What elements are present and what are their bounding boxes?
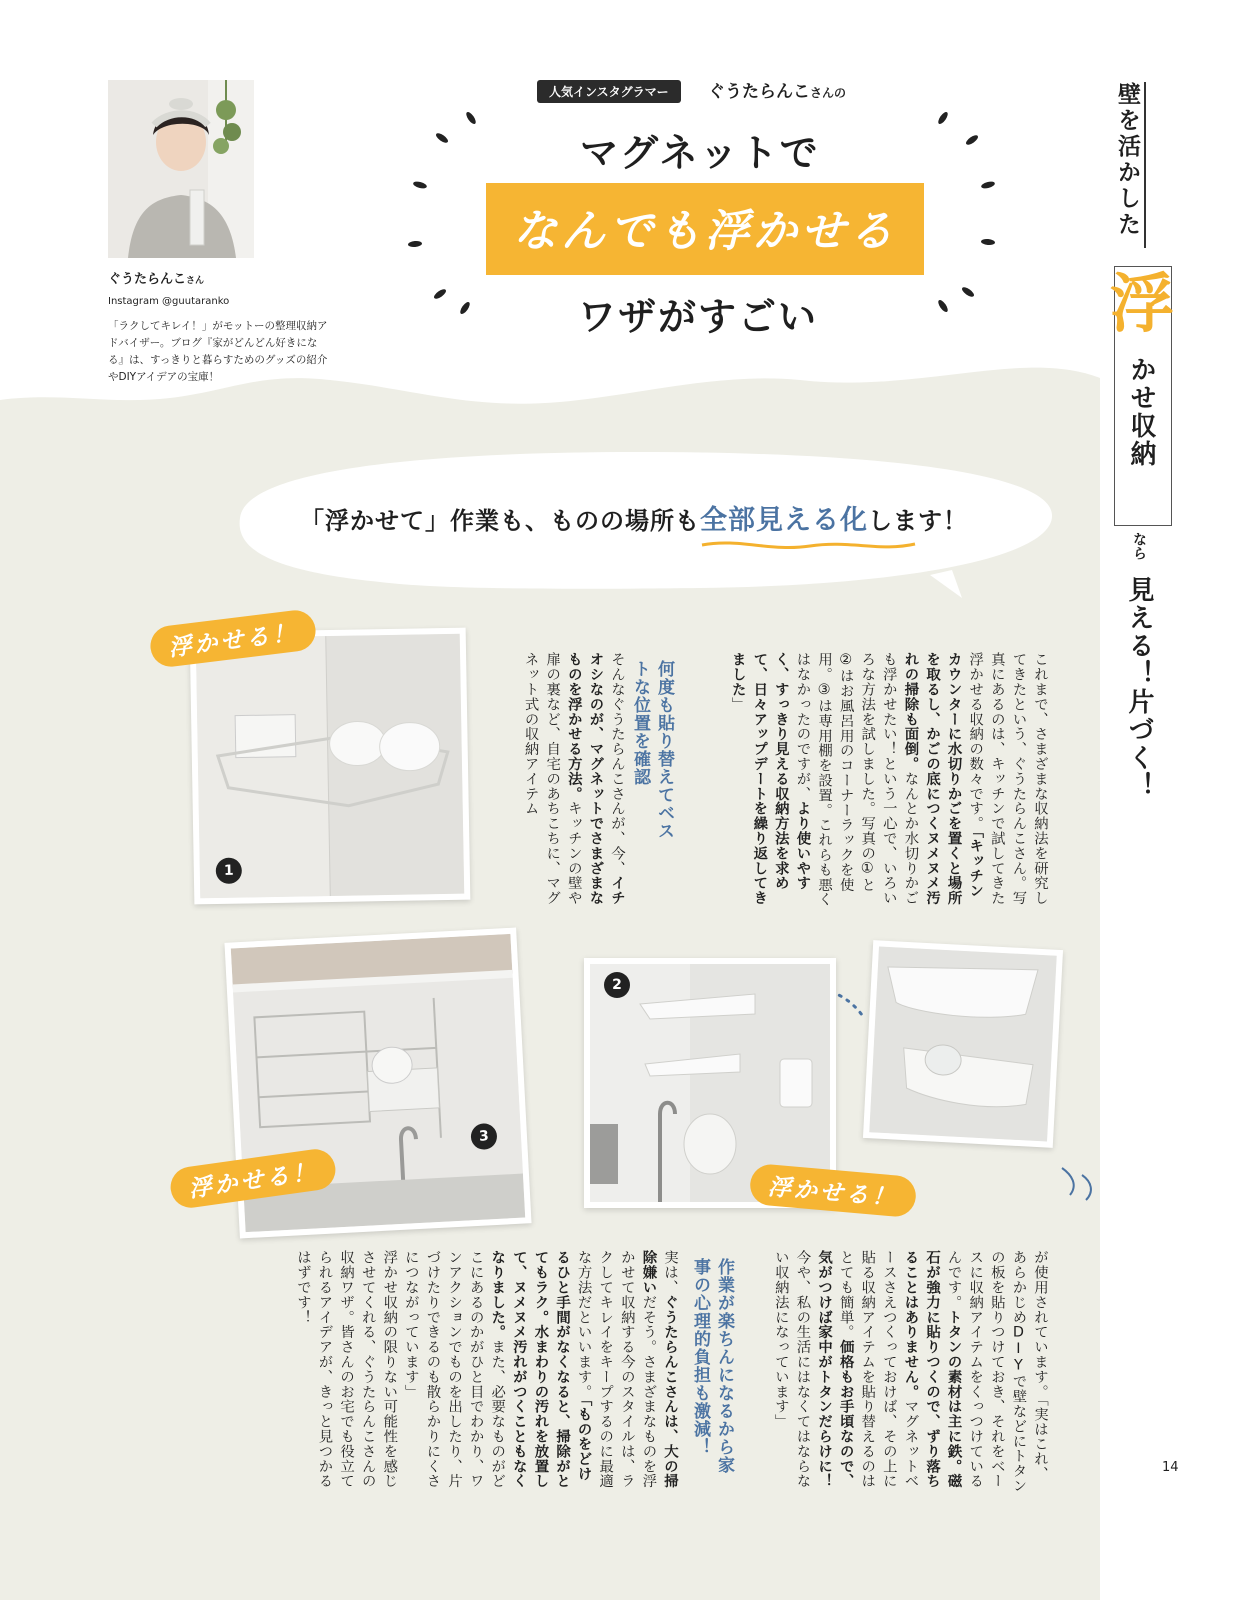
body-column-3: が使用されています。「実はこれ、あらかじめDIYで壁などにトタンの板を貼りつけておき、それをベースに収納アイテムをくっつけているんです。トタンの素材は主に鉄。磁石が強力に貼りつくので、ずり落ちることはありません。マグネットベースさえつくっておけば、その上に貼る収納アイテムを貼り替えるのはとても簡単。価格もお手頃なので、気がつけば家中がトタンだらけに！今や、私の生活にはなくてはならない収納法になっています」 xyxy=(772,1250,1048,1494)
side-heading-part2: かせ収納 xyxy=(1126,356,1156,468)
body-column-4: 実は、ぐうたらんこさんは、大の掃除嫌いだそう。さまざまなものを浮かせて収納する今のスタイルは、ラクしてキレイをキープするのに最適な方法だといいます。「ものをどけるひと手間がなくなると、掃除がとてもラク。水まわりの汚れを放置して、ヌメヌメ汚れがつくこともなくなりました。また、必要なものがどこにあるのかがひと目でわかり、ワンアクションでものを出したり、片づけたりできるのも散らかりにくさにつながっています」 浮かせ収納の限りない可能性を感じさせてくれる、ぐうたらんこさんの収納ワザ。皆さんのお宅でも役立てられるアイデアが、きっと見つかるはずです！ xyxy=(294,1250,678,1489)
photo-1 xyxy=(190,628,471,905)
badge-fukaseru-1: 浮かせる！ xyxy=(148,608,318,669)
title-subtitle: ぐうたらんこさんの xyxy=(708,82,847,102)
title-line-3: ワザがすごい xyxy=(578,295,819,339)
subhead-1: 何度も貼り替えてベストな位置を確認 xyxy=(630,660,674,840)
side-heading-part1: 壁を活かした xyxy=(1112,82,1146,248)
photo-2-detail xyxy=(863,940,1063,1148)
author-bio: 「ラクしてキレイ！」がモットーの整理収納アドバイザー。ブログ『家がどんどん好きになる』は、すっきりと暮らすためのグッズの紹介やDIYアイデアの宝庫！ xyxy=(108,320,328,383)
title-tag: 人気インスタグラマー xyxy=(537,80,681,103)
body-column-2: そんなぐうたらんこさんが、今、イチオシなのが、マグネットでさまざまなものを浮かせる方法。キッチンの壁や扉の裏など、自宅のあちこちに、マグネット式の収納アイテム xyxy=(522,652,625,906)
title-line-1: マグネットで xyxy=(580,131,820,175)
page-number: 14 xyxy=(1162,1460,1179,1475)
author-instagram: Instagram @guutaranko xyxy=(108,296,230,307)
side-heading-part4: 見える！片づく！ xyxy=(1124,576,1154,800)
photo-3-number: 3 xyxy=(470,1123,497,1150)
title-line-2: なんでも浮かせる xyxy=(513,206,897,257)
author-photo xyxy=(108,80,254,258)
side-heading-big-char: 浮 xyxy=(1110,268,1174,342)
bubble-highlight: 全部見える化 xyxy=(700,505,868,536)
subhead-2: 作業が楽ちんになるから家事の心理的負担も激減！ xyxy=(690,1258,734,1474)
author-name: ぐうたらんこさん xyxy=(108,272,205,287)
photo-2-number: 2 xyxy=(604,972,630,998)
photo-1-number: 1 xyxy=(216,858,242,884)
badge-fukaseru-2: 浮かせる！ xyxy=(749,1163,918,1218)
badge-fukaseru-3: 浮かせる！ xyxy=(168,1147,338,1211)
side-heading-part3: なら xyxy=(1131,532,1147,560)
bubble-text: 「浮かせて」作業も、ものの場所も全部見える化します！ xyxy=(300,505,968,536)
body-column-1: これまで、さまざまな収納法を研究してきたという、ぐうたらんこさん。写真にあるのは、キッチンで試してきた浮かせる収納の数々です。「キッチンカウンターに水切りかごを置くと場所を取るし、かごの底につくヌメヌメ汚れの掃除も面倒。なんとか水切りかごも浮かせたい！という一心で、いろいろな方法を試しました。写真の①と②はお風呂用のコーナーラックを使用。③は専用棚を設置。これらも悪くはなかったのですが、より使いやすく、すっきり見える収納方法を求めて、日々アップデートを繰り返してきました」 xyxy=(729,652,1048,907)
